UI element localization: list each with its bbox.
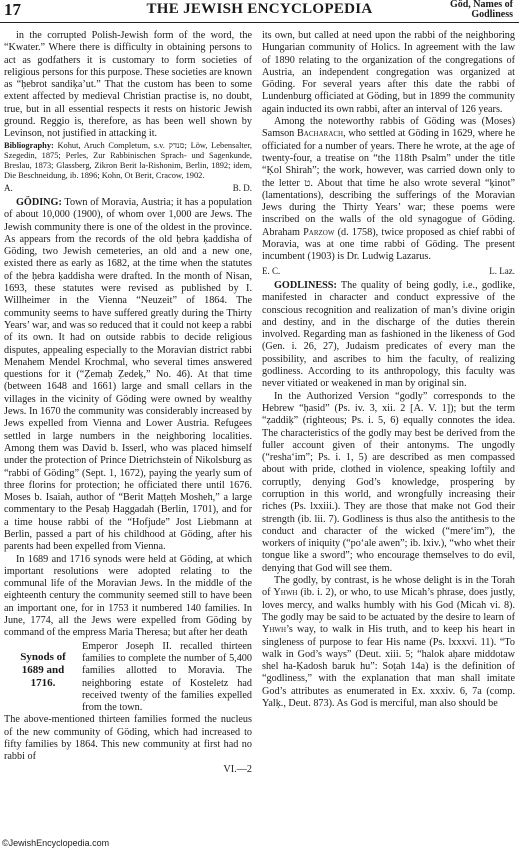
godfather-paragraph-end: in the corrupted Polish-Jewish form of the word, the “Kwater.” Where there is difficulty in obtaining persons to act as godfathers it is customary to form societies of religious persons for this purpose. These societies are known as “ḥebrot sandiḳa’ut.” That the custom has been to some extent affected by medieval Christian practise is, no doubt, true, but in all essential respects it rests on historic Jewish ground. Reggio is, therefore, as has been well shown by Levinson, not justified in attacking it.	[4, 30, 252, 140]
godliness-text: The quality of being godly, i.e., godlike, manifested in character and conduct expressive of the conscious recognition and realization of man’s divine origin and destiny, and in the discharge of the duties therein involved. Regarding man as fashioned in the likeness of God (Gen. i. 26, 27), Judaism predicates of every man the possibility, and ascribes to him the faculty, of realizing godliness. According to its anthropology, this faculty was never vitiated or weakened in man by original sin.	[262, 279, 515, 390]
divine-name: Yhwh	[262, 624, 287, 636]
text-run: The godly, by contrast, is he whose delight is in the Torah of	[262, 575, 515, 599]
goding-text: Town of Moravia, Austria; it has a population of about 10,000 (1900), of whom over 1,000 are Jews. The Jewish community there is one of the oldest in the province. As appears from the records of the old ḥebra ḳaddisha of Göding, two Jewish cemeteries, an old and a new one, existed there as early as 1682, at the time when the statutes of the ḥebra ḳaddisha were drafted. In the month of Nisan, 1693, these statutes were revised as published by I. Willheimer in the Vienna “Neuzeit” of 1864. The community seems to have suffered greatly during the Thirty Years’ war, and was so reduced that it could not keep a rabbi of its own. It had on outside rabbis to decide religious disputes, appealing especially to the Moravian district rabbi Menahem Mendel Krochmal, who several times answered questions for it (“Ẓemaḥ Ẓedeḳ,” No. 46). At that time (between 1648 and 1661) large and small cellars in the villages in the vicinity of Göding were owned by wealthy Jews. In 1670 the community was considerably increased by Jews expelled from Vienna and Lower Austria. Refugees settled in large numbers in the neighboring localities. Among them was David b. Isserl, who was placed himself under the protection of Prince Dietrichstein of Nikolsburg as “rabbi of Göding” (Sept. 1, 1672), paying the yearly sum of three florins for protection; he officiated there until 1676. Moses b. Isaiah, author of “Berit Maṭṭeh Mosheh,” a large commentary to the Pesaḥ Haggadah (Berlin, 1701), and for a time house rabbi of the “Hofjude” Jost Liebmann at Berlin, passed a part of his childhood at Göding, after his parents had been expelled from Vienna.	[4, 196, 252, 553]
godliness-article	[262, 280, 515, 391]
text-run: , who settled at Göding in 1629, where he officiated for a number of years. There he wrote, at the age of twenty-four, a treatise on “the 118th Psalm” under the title “Ḳol Shirah”; the work, however, was carried down only to the letter ט. About that time he also wrote several “ḳinot” (lamentations), describing the sufferings of the Moravian Jews during the Thirty Years’ war; these poems were inscribed on the walls of the old synagogue of Göding. Abraham	[262, 128, 516, 238]
page-number: 17	[4, 0, 21, 19]
goding-article	[4, 197, 252, 554]
godliness-paragraph-2: In the Authorized Version “godly” corresponds to the Hebrew “ḥasid” (Ps. iv. 3, xii. 2 [A. V. 1]); but the term “ẓaddiḳ” (righteous; Ps. i. 5, 6) equally connotes the idea. The characteristics of the godly may best be derived from the fuller account given of their antonyms. The ungodly (“resha‘im”; Ps. i. 1, 5) are described as men compassed about with pride, clothed in violence, speaking loftily and corruptly, denying God’s knowledge, prospering by corruption in this world, and wrongfully increasing their riches (Ps. lxxiii.). They are those that make not God their strength (ib. lii. 7). Godliness is thus also the antithesis to the conduct and character of the wicked (“mere‘im”), the workers of iniquity (“po‘ale awen”; ib. lxiv.), “who whet their tongue like a sword”; who encourage themselves to do evil, denying that God will see them.	[262, 390, 515, 574]
margin-wrapped-text: Emperor Joseph II. recalled thirteen families to complete the number of 5,400 families allotted to Moravia. The neighboring estate of Kosteletz had received twenty of the families expelled from the town.	[82, 640, 252, 714]
bibliography-label: Bibliography:	[4, 140, 54, 150]
goding-rabbis-paragraph	[262, 116, 515, 264]
goding-synods-paragraph: In 1689 and 1716 synods were held at Göding, at which important resolutions were adopted relating to the communal life of the Moravian Jews. In the middle of the eighteenth century the community seemed still to have been an important one, for in 1753 it numbered 140 families. In June, 1774, all the Jews were expelled from Göding by command of the empress Maria Theresa; but after her death	[4, 553, 252, 639]
bibliography-text: Kohut, Aruch Completum, s.v. סנדק; Löw, Lebensalter, Szegedin, 1875; Perles, Zur Rabbinischen Sprach- und Sagenkunde, Breslau, 1873; Glassberg, Zikron Berit la-Rishonim, Berlin, 1892; idem, Die Beschneidung, ib. 1896; Kohn, Ot Berit, Cracow, 1902.	[4, 140, 252, 180]
signature-right: B. D.	[232, 182, 252, 193]
margin-note-line: Synods of	[20, 650, 66, 663]
signature-left: E. C.	[262, 265, 281, 276]
signature-goding	[262, 265, 515, 277]
text-run: Among the noteworthy rabbis of Göding was (Moses) Samson	[262, 116, 515, 140]
text-run: (d. 1758), twice proposed as chief rabbi of Moravia, was at one time rabbi of Göding. The present incumbent (1903) is Dr. Ludwig Lazarus.	[262, 226, 516, 263]
entry-heading-goding: GÖDING:	[16, 196, 62, 208]
right-column	[262, 30, 515, 710]
name-parzow: Parzow	[303, 226, 335, 238]
godliness-paragraph-3	[262, 575, 515, 710]
bibliography	[4, 141, 252, 181]
entry-heading-godliness: GODLINESS:	[274, 279, 337, 291]
signature-left: A.	[4, 182, 13, 193]
goding-continued-paragraph: The above-mentioned thirteen families formed the nucleus of the new community of Göding, which had increased to fifty families by 1864. This new community at first had no rabbi of	[4, 714, 252, 763]
margin-note-block	[4, 641, 252, 715]
signature-godfather	[4, 182, 252, 194]
running-head-line2: Godliness	[471, 9, 513, 20]
name-bacharach: Bacharach	[297, 128, 344, 140]
header-rule	[0, 22, 519, 23]
left-column	[4, 30, 252, 776]
goding-rabbi-paragraph: its own, but called at need upon the rabbi of the neighboring Hungarian community of Holics. In agreement with the law of 1890 relating to the organization of the congregations of Austria, an independent congregation was organized at Göding. For several years after this date the rabbi of Lundenburg officiated at Göding, but in 1899 the community again inducted its own rabbi, after an interval of 126 years.	[262, 30, 515, 115]
text-run: (ib. i. 2), or who, to use Micah’s phrase, does justly, loves mercy, and walks humbly with his God (Micah vi. 8). The godly may be said to be actuated by the desire to learn of	[262, 587, 515, 623]
divine-name: Yhwh	[273, 587, 298, 599]
signature-mark: VI.—2	[223, 763, 252, 775]
text-run: ’s way, to walk in His truth, and to keep his heart in singleness of purpose to fear His name (Ps. lxxxvi. 11). “To walk in God’s ways” (Deut. xiii. 5; “halok aḥare middotaw shel ha-Ḳadosh baruk hu”: Soṭah 14a) is the definition of “godliness,” with the explanation that man shall imitate God’s attributes as enumerated in Ex. xxxiv. 6, 7a (comp. Yalḳ., Deut. 873). As God is merciful, man also should be	[262, 624, 515, 710]
page-header	[0, 0, 519, 24]
running-title: THE JEWISH ENCYCLOPEDIA	[146, 1, 373, 17]
running-head	[450, 0, 513, 20]
running-head-line1: Göd, Names of	[449, 0, 513, 10]
signature-right: L. Laz.	[489, 265, 515, 276]
margin-note-line: 1716.	[30, 676, 56, 689]
margin-note-line: 1689 and	[21, 663, 65, 676]
watermark: ©JewishEncyclopedia.com	[2, 838, 110, 848]
margin-note	[4, 641, 82, 715]
